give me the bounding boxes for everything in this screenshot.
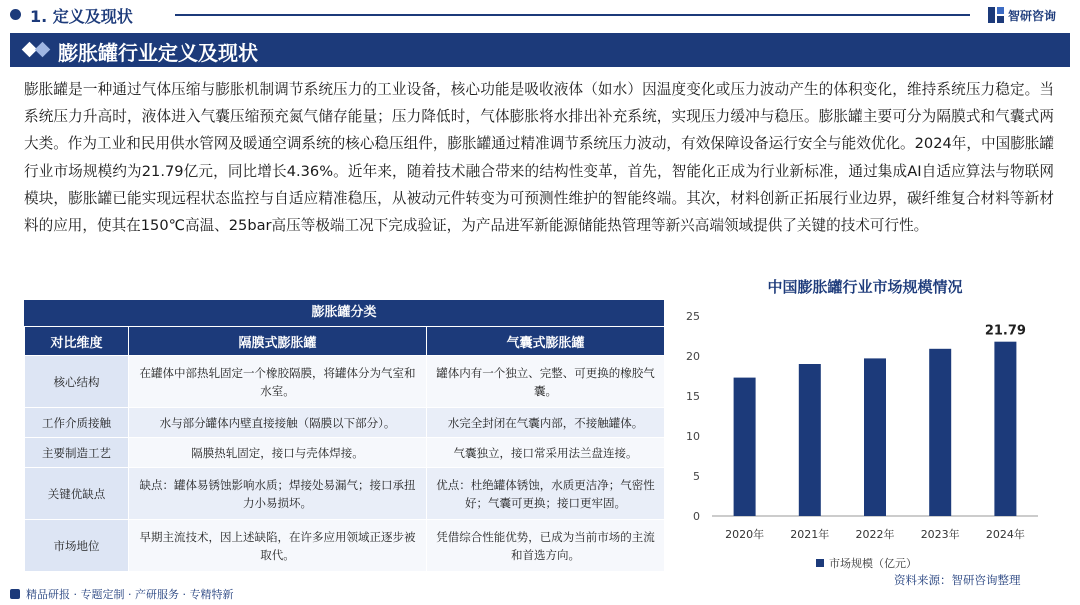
- table-cell-dimension: 市场地位: [25, 520, 129, 572]
- bar: [734, 378, 756, 516]
- x-tick-label: 2024年: [985, 528, 1025, 541]
- bar: [799, 364, 821, 516]
- x-tick-label: 2020年: [725, 528, 765, 541]
- footer-text: 精品研报 · 专题定制 · 产研服务 · 专精特新: [26, 588, 234, 601]
- top-bar: [0, 0, 1080, 30]
- table-cell-dimension: 主要制造工艺: [25, 438, 129, 468]
- table-cell: 罐体内有一个独立、完整、可更换的橡胶气囊。: [427, 356, 665, 408]
- header-rule: [175, 14, 970, 16]
- market-size-chart: [668, 300, 1048, 550]
- table-cell: 气囊独立，接口常采用法兰盘连接。: [427, 438, 665, 468]
- x-tick-label: 2022年: [855, 528, 895, 541]
- data-label: 21.79: [984, 323, 1026, 339]
- y-tick-label: 0: [693, 510, 700, 523]
- table-row: [25, 520, 665, 572]
- diamond-icon: [24, 43, 54, 57]
- intro-paragraph: 膨胀罐是一种通过气体压缩与膨胀机制调节系统压力的工业设备，核心功能是吸收液体（如水）因温度变化或压力波动产生的体积变化，维持系统压力稳定。当系统压力升高时，液体进入气囊压缩预充氮气储存能量；压力降低时，气体膨胀将水排出补充系统，实现压力缓冲与稳压。膨胀罐主要可分为隔膜式和气囊式两大类。作为工业和民用供水管网及暖通空调系统的核心稳压组件，膨胀罐通过精准调节系统压力波动，有效保障设备运行安全与能效优化。2024年，中国膨胀罐行业市场规模约为21.79亿元，同比增长4.36%。近年来，随着技术融合带来的结构性变革，首先，智能化正成为行业新标准，通过集成AI自适应算法与物联网模块，膨胀罐已能实现远程状态监控与自适应精准稳压，从被动元件转变为可预测性维护的智能终端。其次，材料创新正拓展行业边界，碳纤维复合材料等新材料的应用，使其在150℃高温、25bar高压等极端工况下完成验证，为产品进军新能源储能热管理等新兴高端领域提供了关键的技术可行性。: [24, 81, 1054, 235]
- bar: [864, 358, 886, 516]
- x-tick-label: 2021年: [790, 528, 830, 541]
- table-cell: 早期主流技术，因上述缺陷，在许多应用领域正逐步被取代。: [129, 520, 427, 572]
- table-cell: 隔膜热轧固定，接口与壳体焊接。: [129, 438, 427, 468]
- table-caption: 膨胀罐分类: [24, 300, 664, 326]
- table-row: [25, 356, 665, 408]
- title-banner: [10, 33, 1070, 67]
- table-cell: 缺点：罐体易锈蚀影响水质；焊接处易漏气；接口承扭力小易损坏。: [129, 468, 427, 520]
- table-row: [25, 438, 665, 468]
- chart-legend: [816, 555, 917, 571]
- table-cell: 水完全封闭在气囊内部，不接触罐体。: [427, 408, 665, 438]
- legend-label: 市场规模（亿元）: [829, 557, 917, 570]
- source-note: 资料来源：智研咨询整理: [894, 573, 1021, 587]
- y-tick-label: 25: [686, 310, 700, 323]
- brand-logo: [988, 5, 1056, 25]
- y-tick-label: 10: [686, 430, 700, 443]
- y-tick-label: 20: [686, 350, 700, 363]
- bar: [994, 342, 1016, 516]
- table-cell-dimension: 核心结构: [25, 356, 129, 408]
- y-tick-label: 15: [686, 390, 700, 403]
- table-row: [25, 408, 665, 438]
- table-cell: 在罐体中部热轧固定一个橡胶隔膜，将罐体分为气室和水室。: [129, 356, 427, 408]
- footer: [10, 586, 233, 602]
- legend-swatch: [816, 559, 824, 567]
- section-label: 1. 定义及现状: [30, 7, 133, 26]
- table-cell: 凭借综合性能优势，已成为当前市场的主流和首选方向。: [427, 520, 665, 572]
- brand-logo-icon: [988, 7, 1004, 23]
- table-header-dimension: 对比维度: [25, 327, 129, 356]
- y-tick-label: 5: [693, 470, 700, 483]
- classification-table: [24, 300, 664, 572]
- table-header-bladder: 气囊式膨胀罐: [427, 327, 665, 356]
- table-row: [25, 468, 665, 520]
- bar: [929, 349, 951, 516]
- brand-name: 智研咨询: [1008, 8, 1057, 23]
- table-cell: 优点：杜绝罐体锈蚀，水质更洁净；气密性好；气囊可更换；接口更牢固。: [427, 468, 665, 520]
- table-cell: 水与部分罐体内壁直接接触（隔膜以下部分）。: [129, 408, 427, 438]
- page-title: 膨胀罐行业定义及现状: [58, 41, 258, 65]
- chart-title: 中国膨胀罐行业市场规模情况: [767, 278, 963, 296]
- x-tick-label: 2023年: [920, 528, 960, 541]
- table-header-diaphragm: 隔膜式膨胀罐: [129, 327, 427, 356]
- footer-icon: [10, 589, 20, 599]
- table-cell-dimension: 关键优缺点: [25, 468, 129, 520]
- table-cell-dimension: 工作介质接触: [25, 408, 129, 438]
- bullet-dot-icon: [10, 9, 21, 20]
